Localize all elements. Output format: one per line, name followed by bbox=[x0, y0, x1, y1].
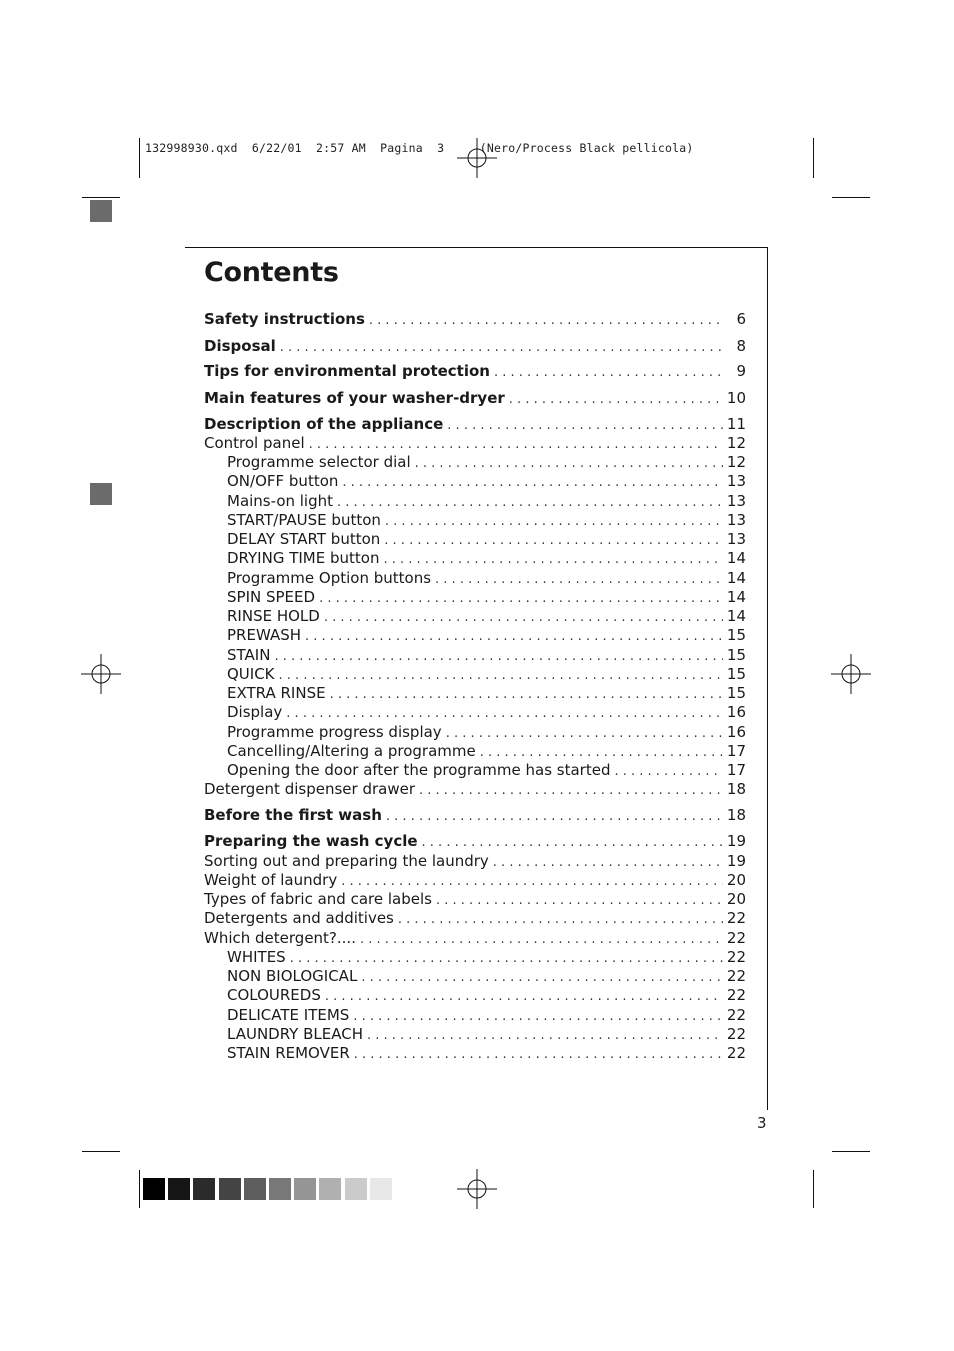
toc-entry-label: Preparing the wash cycle bbox=[204, 832, 418, 850]
toc-leader-dots bbox=[493, 854, 723, 872]
toc-entry-label: Opening the door after the programme has started bbox=[227, 761, 611, 779]
toc-leader-dots bbox=[383, 551, 722, 569]
toc-entry-page: 8 bbox=[736, 337, 746, 355]
page-frame-right bbox=[767, 247, 768, 1110]
toc-leader-dots bbox=[324, 609, 723, 627]
toc-leader-dots bbox=[286, 705, 723, 723]
toc-entry-label: STAIN bbox=[227, 646, 271, 664]
toc-leader-dots bbox=[384, 532, 723, 550]
toc-entry-page: 19 bbox=[726, 852, 746, 870]
side-marker bbox=[90, 483, 112, 505]
toc-entry-label: Programme Option buttons bbox=[227, 569, 432, 587]
toc-leader-dots bbox=[274, 648, 722, 666]
toc-entry-label: Sorting out and preparing the laundry bbox=[204, 852, 489, 870]
toc-entry bbox=[227, 588, 746, 608]
side-marker bbox=[90, 200, 112, 222]
toc-entry bbox=[204, 909, 746, 929]
toc-entry-page: 22 bbox=[726, 1025, 746, 1043]
toc-leader-dots bbox=[337, 494, 723, 512]
registration-mark-icon bbox=[81, 654, 121, 694]
toc-leader-dots bbox=[419, 782, 723, 800]
toc-entry bbox=[204, 852, 746, 872]
toc-entry bbox=[204, 890, 746, 910]
toc-leader-dots bbox=[369, 312, 724, 330]
crop-mark bbox=[82, 1151, 120, 1152]
toc-entry-label: WHITES bbox=[227, 948, 286, 966]
toc-entry bbox=[227, 723, 746, 743]
toc-entry-label: NON BIOLOGICAL bbox=[227, 967, 358, 985]
toc-entry-page: 22 bbox=[726, 1006, 746, 1024]
toc-entry-label: Main features of your washer-dryer bbox=[204, 389, 505, 407]
color-swatch bbox=[345, 1178, 367, 1200]
toc-entry-label: Description of the appliance bbox=[204, 415, 444, 433]
registration-mark-icon bbox=[831, 654, 871, 694]
toc-leader-dots bbox=[385, 513, 723, 531]
toc-entry-page: 15 bbox=[726, 626, 746, 644]
toc-entry-label: QUICK bbox=[227, 665, 275, 683]
toc-entry bbox=[227, 569, 746, 589]
toc-entry-page: 14 bbox=[726, 549, 746, 567]
toc-leader-dots bbox=[415, 455, 723, 473]
toc-entry-label: Display bbox=[227, 703, 283, 721]
toc-leader-dots bbox=[280, 339, 724, 357]
color-swatch bbox=[294, 1178, 316, 1200]
toc-entry bbox=[227, 1006, 746, 1026]
registration-mark-icon bbox=[457, 1169, 497, 1209]
toc-entry bbox=[204, 434, 746, 454]
toc-entry-page: 18 bbox=[726, 780, 746, 798]
toc-leader-dots bbox=[422, 834, 723, 852]
toc-entry-page: 15 bbox=[726, 684, 746, 702]
color-swatch bbox=[244, 1178, 266, 1200]
toc-entry-page: 13 bbox=[726, 472, 746, 490]
crop-mark bbox=[139, 138, 140, 178]
toc-leader-dots bbox=[614, 763, 722, 781]
toc-entry-page: 12 bbox=[726, 453, 746, 471]
print-slug-line: 132998930.qxd 6/22/01 2:57 AM Pagina 3 (Nero/Process Black pellicola) bbox=[145, 141, 694, 155]
toc-leader-dots bbox=[494, 364, 724, 382]
toc-entry-page: 17 bbox=[726, 742, 746, 760]
crop-mark bbox=[813, 1170, 814, 1208]
toc-leader-dots bbox=[319, 590, 723, 608]
toc-entry-page: 14 bbox=[726, 569, 746, 587]
color-swatch bbox=[193, 1178, 215, 1200]
toc-leader-dots bbox=[361, 969, 723, 987]
toc-entry bbox=[204, 871, 746, 891]
toc-entry bbox=[204, 337, 746, 357]
color-swatch bbox=[143, 1178, 165, 1200]
toc-leader-dots bbox=[480, 744, 723, 762]
crop-mark bbox=[813, 138, 814, 178]
toc-entry bbox=[227, 472, 746, 492]
toc-entry-label: SPIN SPEED bbox=[227, 588, 316, 606]
toc-entry bbox=[227, 453, 746, 473]
toc-entry bbox=[227, 607, 746, 627]
toc-leader-dots bbox=[446, 725, 723, 743]
toc-entry-page: 17 bbox=[726, 761, 746, 779]
toc-entry-page: 11 bbox=[726, 415, 746, 433]
toc-entry bbox=[227, 684, 746, 704]
toc-leader-dots bbox=[435, 571, 723, 589]
toc-leader-dots bbox=[279, 667, 723, 685]
toc-entry-page: 16 bbox=[726, 723, 746, 741]
page-frame-top bbox=[185, 247, 768, 248]
toc-leader-dots bbox=[353, 1008, 723, 1026]
color-swatch bbox=[168, 1178, 190, 1200]
toc-leader-dots bbox=[309, 436, 723, 454]
toc-entry-page: 18 bbox=[726, 806, 746, 824]
toc-entry-page: 13 bbox=[726, 530, 746, 548]
toc-entry-label: Detergents and additives bbox=[204, 909, 394, 927]
crop-mark bbox=[139, 1170, 140, 1208]
toc-entry-label: STAIN REMOVER bbox=[227, 1044, 350, 1062]
toc-entry-label: Safety instructions bbox=[204, 310, 365, 328]
toc-entry-label: Weight of laundry bbox=[204, 871, 338, 889]
toc-leader-dots bbox=[325, 988, 723, 1006]
toc-entry bbox=[227, 986, 746, 1006]
registration-mark-icon bbox=[457, 138, 497, 178]
toc-entry-label: RINSE HOLD bbox=[227, 607, 320, 625]
toc-entry-label: Control panel bbox=[204, 434, 305, 452]
toc-entry-page: 15 bbox=[726, 646, 746, 664]
toc-leader-dots bbox=[436, 892, 723, 910]
toc-entry-label: PREWASH bbox=[227, 626, 302, 644]
toc-entry-page: 14 bbox=[726, 607, 746, 625]
color-swatch bbox=[219, 1178, 241, 1200]
toc-leader-dots bbox=[290, 950, 723, 968]
toc-entry-label: LAUNDRY BLEACH bbox=[227, 1025, 363, 1043]
toc-leader-dots bbox=[367, 1027, 723, 1045]
toc-leader-dots bbox=[354, 1046, 723, 1064]
toc-entry-page: 16 bbox=[726, 703, 746, 721]
crop-mark bbox=[832, 197, 870, 198]
toc-entry-page: 22 bbox=[726, 967, 746, 985]
toc-leader-dots bbox=[360, 931, 723, 949]
toc-entry-label: DRYING TIME button bbox=[227, 549, 380, 567]
toc-leader-dots bbox=[509, 391, 723, 409]
toc-entry-page: 15 bbox=[726, 665, 746, 683]
toc-entry-label: Programme selector dial bbox=[227, 453, 411, 471]
toc-entry bbox=[204, 832, 746, 852]
toc-entry-page: 22 bbox=[726, 948, 746, 966]
toc-entry-page: 22 bbox=[726, 1044, 746, 1062]
toc-entry-page: 20 bbox=[726, 871, 746, 889]
toc-entry bbox=[227, 967, 746, 987]
toc-entry bbox=[227, 492, 746, 512]
toc-leader-dots bbox=[305, 628, 723, 646]
toc-entry bbox=[204, 362, 746, 382]
toc-entry-page: 22 bbox=[726, 929, 746, 947]
toc-entry-label: EXTRA RINSE bbox=[227, 684, 326, 702]
toc-leader-dots bbox=[341, 873, 723, 891]
toc-entry bbox=[227, 1044, 746, 1064]
toc-entry bbox=[204, 389, 746, 409]
toc-entry bbox=[204, 415, 746, 435]
toc-leader-dots bbox=[447, 417, 723, 435]
toc-entry-label: START/PAUSE button bbox=[227, 511, 381, 529]
toc-entry-label: ON/OFF button bbox=[227, 472, 339, 490]
toc-entry-page: 13 bbox=[726, 511, 746, 529]
toc-entry-page: 9 bbox=[736, 362, 746, 380]
toc-entry bbox=[227, 665, 746, 685]
toc-entry bbox=[227, 1025, 746, 1045]
toc-entry-label: DELAY START button bbox=[227, 530, 381, 548]
toc-entry bbox=[227, 530, 746, 550]
page-number: 3 bbox=[757, 1114, 767, 1132]
toc-entry bbox=[227, 742, 746, 762]
toc-leader-dots bbox=[398, 911, 723, 929]
toc-entry bbox=[227, 703, 746, 723]
toc-entry-label: Mains-on light bbox=[227, 492, 334, 510]
toc-entry-label: Detergent dispenser drawer bbox=[204, 780, 415, 798]
toc-entry-label: Before the first wash bbox=[204, 806, 382, 824]
toc-entry-page: 14 bbox=[726, 588, 746, 606]
toc-entry-page: 6 bbox=[736, 310, 746, 328]
toc-entry bbox=[227, 646, 746, 666]
toc-leader-dots bbox=[330, 686, 723, 704]
color-swatch bbox=[319, 1178, 341, 1200]
page-title: Contents bbox=[204, 257, 339, 288]
toc-entry bbox=[227, 626, 746, 646]
color-swatch bbox=[370, 1178, 392, 1200]
toc-entry-page: 13 bbox=[726, 492, 746, 510]
toc-entry bbox=[227, 948, 746, 968]
toc-entry-label: Tips for environmental protection bbox=[204, 362, 490, 380]
toc-entry-page: 22 bbox=[726, 986, 746, 1004]
toc-entry bbox=[227, 549, 746, 569]
toc-entry bbox=[227, 761, 746, 781]
crop-mark bbox=[82, 197, 120, 198]
toc-entry bbox=[204, 310, 746, 330]
toc-entry-label: DELICATE ITEMS bbox=[227, 1006, 350, 1024]
color-swatch bbox=[269, 1178, 291, 1200]
toc-leader-dots bbox=[386, 808, 723, 826]
toc-entry-label: Types of fabric and care labels bbox=[204, 890, 432, 908]
toc-entry-label: Cancelling/Altering a programme bbox=[227, 742, 476, 760]
crop-mark bbox=[832, 1151, 870, 1152]
toc-entry-page: 10 bbox=[726, 389, 746, 407]
toc-entry-page: 12 bbox=[726, 434, 746, 452]
toc-leader-dots bbox=[342, 474, 723, 492]
toc-entry-page: 20 bbox=[726, 890, 746, 908]
toc-entry-label: COLOUREDS bbox=[227, 986, 321, 1004]
toc-entry-page: 19 bbox=[726, 832, 746, 850]
toc-entry bbox=[204, 929, 746, 949]
toc-entry bbox=[227, 511, 746, 531]
toc-entry-label: Which detergent?.... bbox=[204, 929, 356, 947]
toc-entry-label: Programme progress display bbox=[227, 723, 442, 741]
toc-entry bbox=[204, 806, 746, 826]
toc-entry bbox=[204, 780, 746, 800]
toc-entry-page: 22 bbox=[726, 909, 746, 927]
toc-entry-label: Disposal bbox=[204, 337, 276, 355]
